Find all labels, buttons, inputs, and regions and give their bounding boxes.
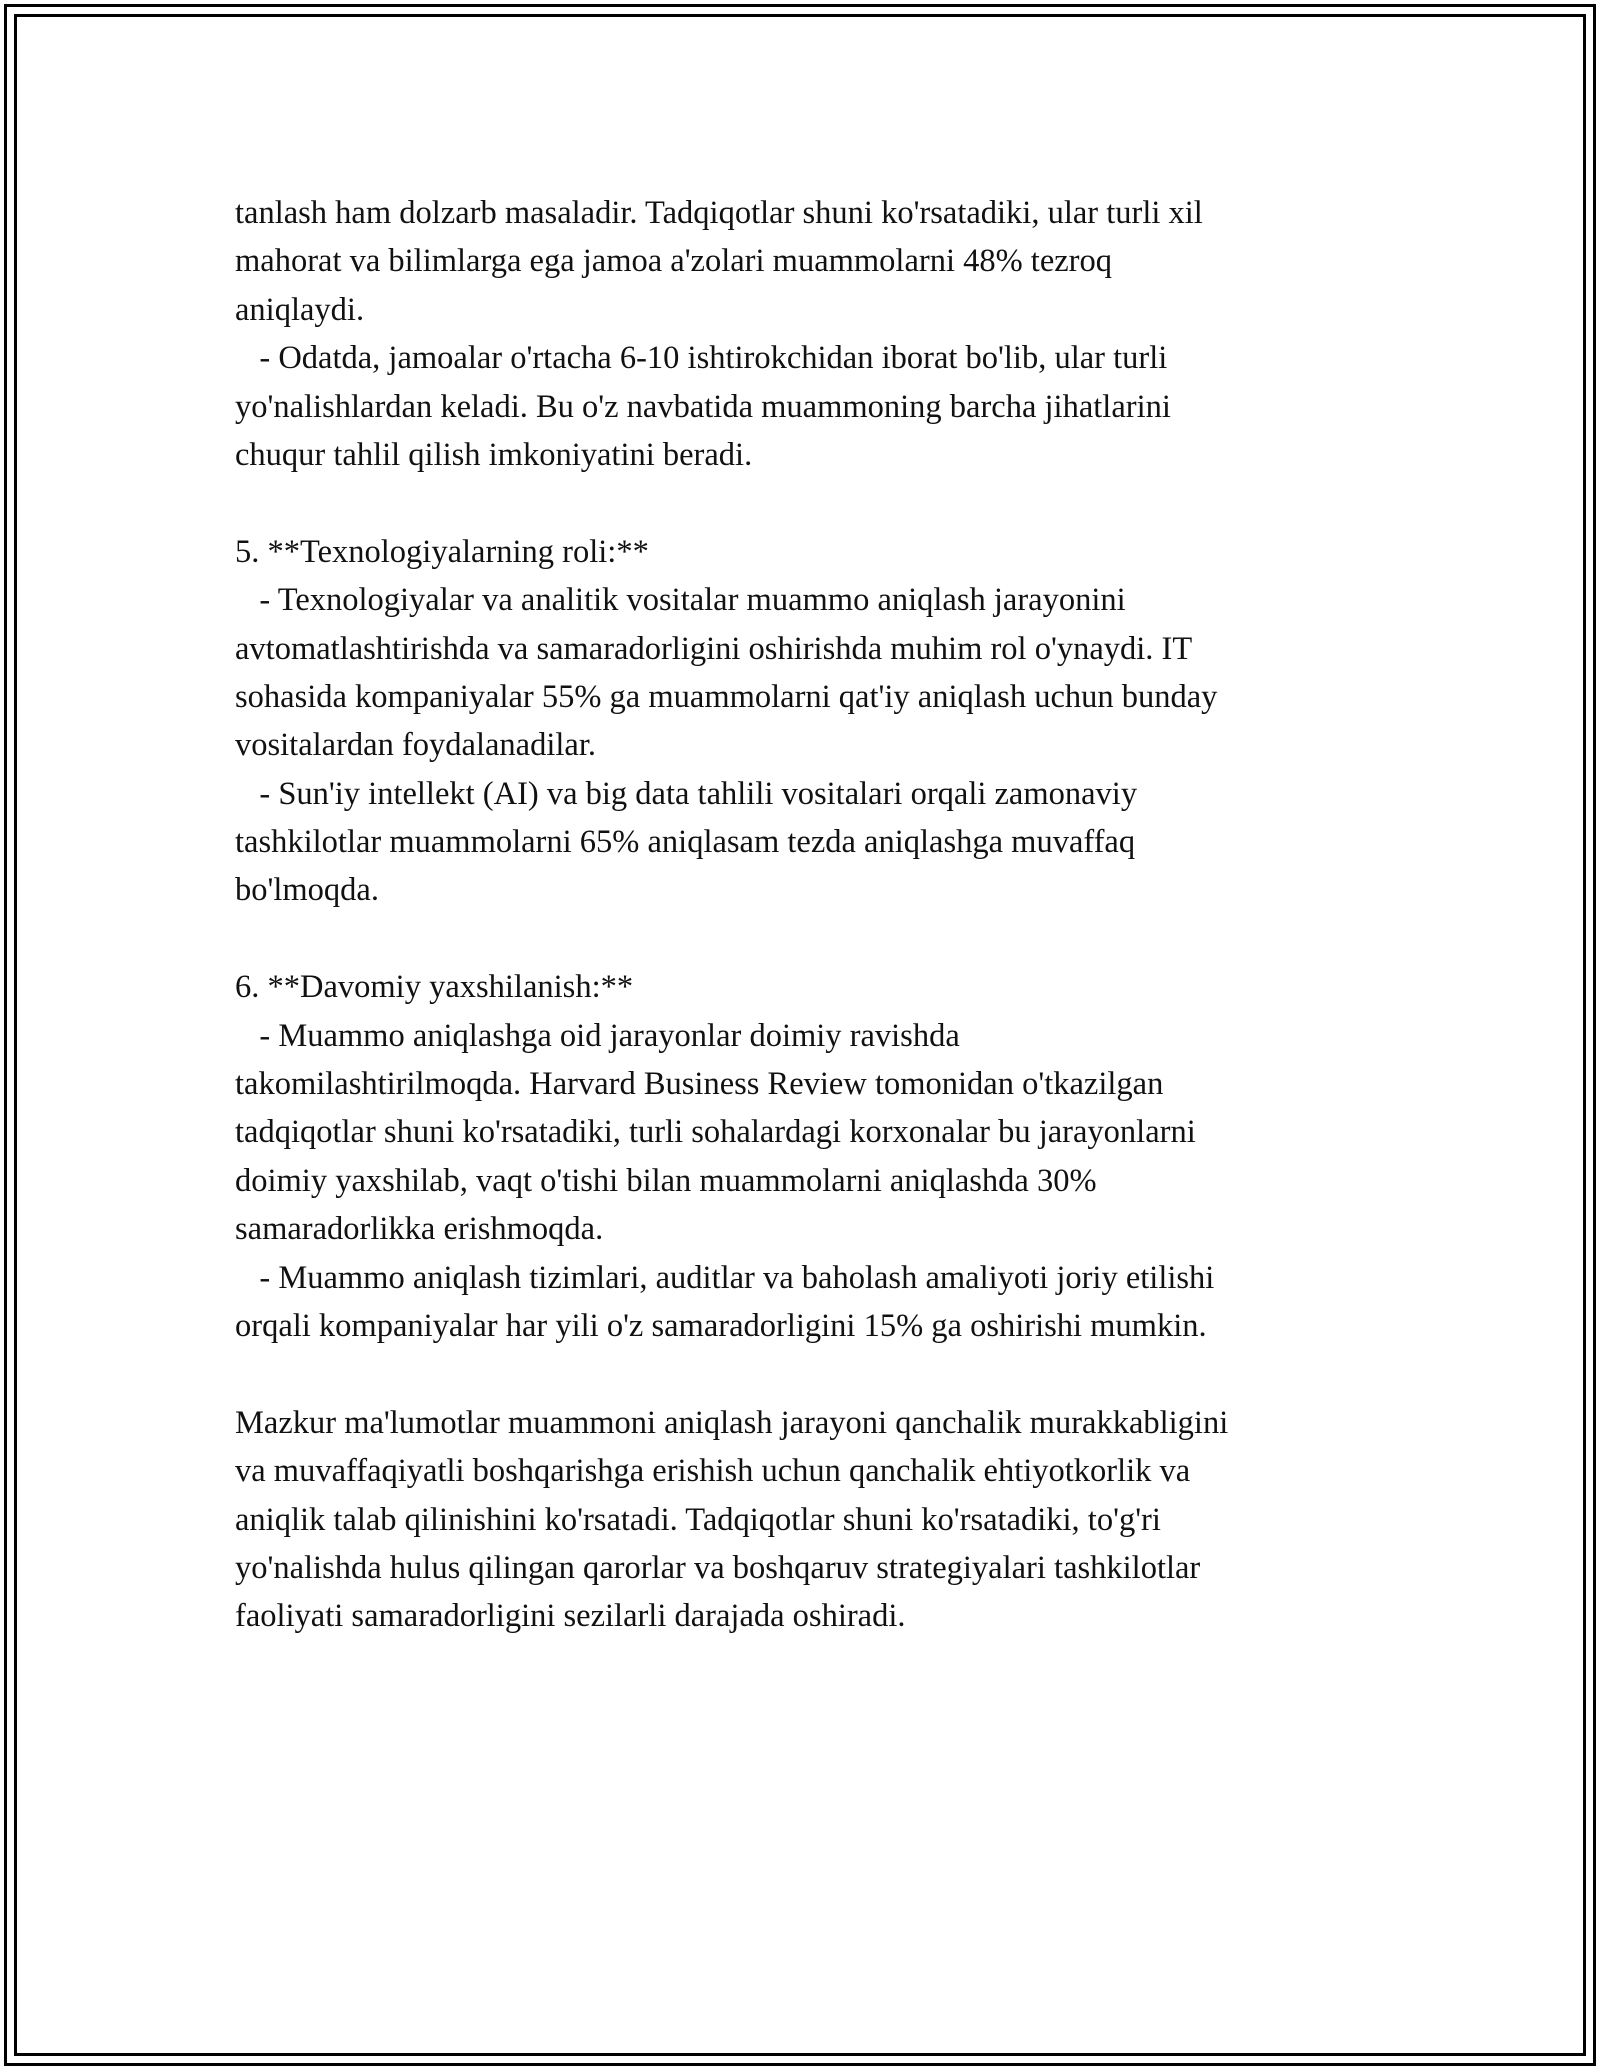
paragraph-spacer (235, 1350, 1395, 1398)
paragraph-conclusion (235, 1399, 1395, 1641)
text-line: Mazkur ma'lumotlar muammoni aniqlash jarayoni qanchalik murakkabligini (235, 1404, 1229, 1441)
paragraph-team-composition (235, 189, 1395, 479)
text-line: bo'lmoqda. (235, 872, 379, 909)
paragraph-spacer (235, 915, 1395, 963)
text-line: samaradorlikka erishmoqda. (235, 1211, 604, 1248)
section-heading: 6. **Davomiy yaxshilanish:** (235, 969, 634, 1006)
text-line: yo'nalishlardan keladi. Bu o'z navbatida muammoning barcha jihatlarini (235, 388, 1171, 425)
section-continuous-improvement (235, 963, 1395, 1350)
text-line: avtomatlashtirishda va samaradorligini oshirishda muhim rol o'ynaydi. IT (235, 630, 1193, 667)
paragraph-spacer (235, 479, 1395, 527)
text-line: - Sun'iy intellekt (AI) va big data tahlili vositalari orqali zamonaviy (235, 775, 1138, 812)
text-line: chuqur tahlil qilish imkoniyatini beradi. (235, 436, 753, 473)
text-line: tashkilotlar muammolarni 65% aniqlasam tezda aniqlashga muvaffaq (235, 824, 1136, 861)
text-line: aniqlaydi. (235, 291, 365, 328)
text-line: sohasida kompaniyalar 55% ga muammolarni qat'iy aniqlash uchun bunday (235, 678, 1218, 715)
text-line: tanlash ham dolzarb masaladir. Tadqiqotlar shuni ko'rsatadiki, ular turli xil (235, 195, 1203, 231)
text-line: vositalardan foydalanadilar. (235, 727, 596, 764)
text-line: faoliyati samaradorligini sezilarli darajada oshiradi. (235, 1598, 906, 1635)
text-line: - Odatda, jamoalar o'rtacha 6-10 ishtirokchidan iborat bo'lib, ular turli (235, 340, 1168, 377)
section-technology-role (235, 528, 1395, 915)
text-line: doimiy yaxshilab, vaqt o'tishi bilan muammolarni aniqlashda 30% (235, 1162, 1097, 1199)
document-body (235, 189, 1395, 1641)
text-line: - Muammo aniqlash tizimlari, auditlar va baholash amaliyoti joriy etilishi (235, 1259, 1215, 1296)
text-line: - Texnologiyalar va analitik vositalar muammo aniqlash jarayonini (235, 582, 1126, 619)
text-line: orqali kompaniyalar har yili o'z samaradorligini 15% ga oshirishi mumkin. (235, 1307, 1207, 1344)
text-line: takomilashtirilmoqda. Harvard Business Review tomonidan o'tkazilgan (235, 1066, 1164, 1103)
text-line: yo'nalishda hulus qilingan qarorlar va boshqaruv strategiyalari tashkilotlar (235, 1549, 1201, 1586)
text-line: aniqlik talab qilinishini ko'rsatadi. Tadqiqotlar shuni ko'rsatadiki, to'g'ri (235, 1501, 1161, 1538)
text-line: mahorat va bilimlarga ega jamoa a'zolari muammolarni 48% tezroq (235, 243, 1113, 280)
text-line: - Muammo aniqlashga oid jarayonlar doimiy ravishda (235, 1017, 960, 1054)
text-line: tadqiqotlar shuni ko'rsatadiki, turli sohalardagi korxonalar bu jarayonlarni (235, 1114, 1196, 1151)
text-line: va muvaffaqiyatli boshqarishga erishish uchun qanchalik ehtiyotkorlik va (235, 1453, 1191, 1490)
section-heading: 5. **Texnologiyalarning roli:** (235, 533, 649, 570)
